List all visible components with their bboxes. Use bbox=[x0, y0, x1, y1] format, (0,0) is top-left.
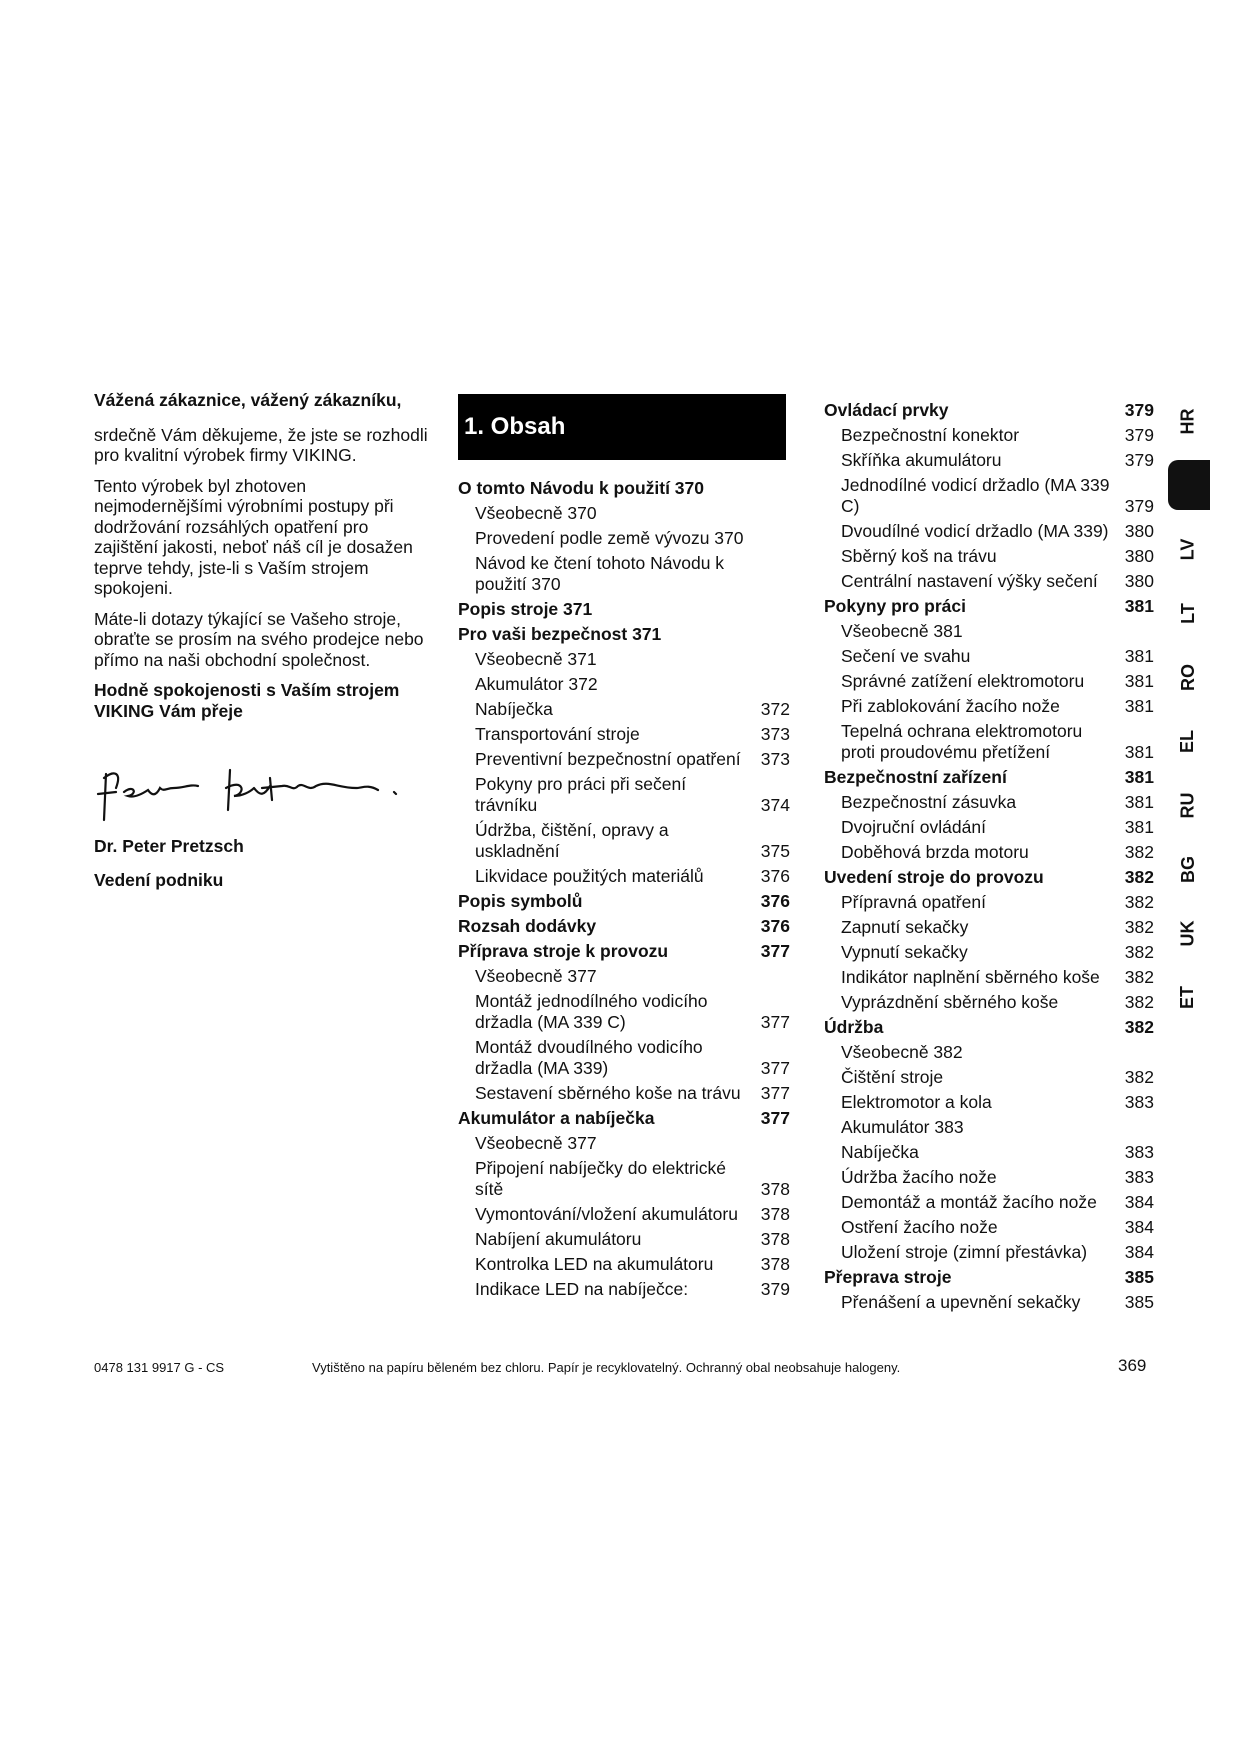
toc-entry-page: 372 bbox=[760, 699, 790, 719]
toc-section bbox=[458, 891, 790, 912]
toc-entry bbox=[458, 1037, 790, 1079]
language-tab-bg[interactable] bbox=[1166, 844, 1210, 894]
toc-section bbox=[458, 1108, 790, 1129]
toc-entry bbox=[824, 1167, 1154, 1188]
toc-entry-label: Návod ke čtení tohoto Návodu k použití 370 bbox=[475, 553, 725, 594]
toc-entry bbox=[824, 917, 1154, 938]
language-tab-et[interactable] bbox=[1166, 972, 1210, 1022]
toc-entry-page: 377 bbox=[760, 1058, 790, 1078]
toc-entry-page: 381 bbox=[1124, 696, 1154, 716]
toc-entry-page: 382 bbox=[1124, 892, 1154, 912]
toc-entry-page: 382 bbox=[1124, 1067, 1154, 1087]
toc-entry-page: 381 bbox=[1124, 646, 1154, 666]
toc-entry-page: 378 bbox=[760, 1254, 790, 1274]
toc-entry bbox=[824, 817, 1154, 838]
toc-entry-page: 385 bbox=[1124, 1267, 1154, 1287]
toc-entry-label: Sestavení sběrného koše na trávu bbox=[475, 1083, 741, 1103]
language-tab-label: RU bbox=[1177, 792, 1198, 818]
toc-entry-label: Pokyny pro práci bbox=[824, 596, 966, 616]
toc-entry bbox=[458, 1083, 790, 1104]
toc-entry bbox=[824, 1142, 1154, 1163]
toc-entry-label: Centrální nastavení výšky sečení bbox=[841, 571, 1098, 591]
toc-entry-page: 377 bbox=[760, 941, 790, 961]
toc-entry-label: Údržba bbox=[824, 1017, 884, 1037]
toc-entry-page: 383 bbox=[1124, 1092, 1154, 1112]
toc-entry-page: 374 bbox=[760, 795, 790, 815]
letter-closing: Hodně spokojenosti s Vaším strojem VIKING Vám přeje bbox=[94, 680, 400, 721]
toc-entry-label: Všeobecně 377 bbox=[475, 1133, 597, 1153]
toc-entry-label: Provedení podle země vývozu 370 bbox=[475, 528, 744, 548]
toc-entry bbox=[824, 475, 1154, 517]
toc-entry-label: Indikace LED na nabíječce: bbox=[475, 1279, 689, 1299]
toc-entry bbox=[824, 546, 1154, 567]
toc-entry-page: 383 bbox=[1124, 1142, 1154, 1162]
toc-entry-label: Všeobecně 371 bbox=[475, 649, 597, 669]
toc-entry-label: Všeobecně 377 bbox=[475, 966, 597, 986]
toc-entry-label: Vypnutí sekačky bbox=[841, 942, 968, 962]
toc-entry-label: Sečení ve svahu bbox=[841, 646, 971, 666]
toc-entry bbox=[824, 671, 1154, 692]
toc-entry-page: 375 bbox=[760, 841, 790, 861]
toc-entry bbox=[824, 992, 1154, 1013]
toc-entry-page: 381 bbox=[1124, 792, 1154, 812]
toc-entry-label: Transportování stroje bbox=[475, 724, 640, 744]
toc-entry-page: 380 bbox=[1124, 571, 1154, 591]
toc-entry-label: Uložení stroje (zimní přestávka) bbox=[841, 1242, 1088, 1262]
toc-entry-page: 373 bbox=[760, 724, 790, 744]
toc-entry-label: Preventivní bezpečnostní opatření bbox=[475, 749, 741, 769]
toc-entry-label: Správné zatížení elektromotoru bbox=[841, 671, 1085, 691]
toc-entry-page: 377 bbox=[760, 1083, 790, 1103]
toc-entry-label: Všeobecně 381 bbox=[841, 621, 963, 641]
toc-section bbox=[458, 624, 790, 645]
toc-entry bbox=[458, 774, 790, 816]
toc-column-1 bbox=[458, 474, 790, 1304]
footer-note: Vytištěno na papíru běleném bez chloru. Papír je recyklovatelný. Ochranný obal neobsahuje halogeny. bbox=[312, 1360, 901, 1375]
toc-entry bbox=[824, 425, 1154, 446]
language-tab-label: LT bbox=[1177, 602, 1198, 624]
toc-entry-page: 382 bbox=[1124, 967, 1154, 987]
toc-entry-page: 382 bbox=[1124, 992, 1154, 1012]
toc-section bbox=[458, 478, 790, 499]
toc-entry bbox=[824, 1067, 1154, 1088]
toc-entry-label: Skříňka akumulátoru bbox=[841, 450, 1002, 470]
toc-entry bbox=[458, 1133, 790, 1154]
toc-entry-page: 373 bbox=[760, 749, 790, 769]
toc-entry bbox=[824, 1042, 1154, 1063]
toc-entry-page: 383 bbox=[1124, 1167, 1154, 1187]
toc-section bbox=[458, 916, 790, 937]
toc-entry-label: Doběhová brzda motoru bbox=[841, 842, 1029, 862]
toc-entry-page: 381 bbox=[1124, 817, 1154, 837]
toc-entry bbox=[458, 553, 790, 595]
toc-entry bbox=[458, 820, 790, 862]
toc-entry-label: Elektromotor a kola bbox=[841, 1092, 992, 1112]
toc-entry-label: Likvidace použitých materiálů bbox=[475, 866, 704, 886]
document-number: 0478 131 9917 G - CS bbox=[94, 1360, 225, 1375]
language-tab-label: UK bbox=[1177, 920, 1198, 946]
toc-entry-label: Bezpečnostní zásuvka bbox=[841, 792, 1017, 812]
toc-entry bbox=[458, 699, 790, 720]
toc-entry bbox=[458, 749, 790, 770]
toc-entry bbox=[824, 1117, 1154, 1138]
language-tab-label: EL bbox=[1177, 729, 1198, 753]
toc-entry bbox=[824, 696, 1154, 717]
toc-entry-label: Uvedení stroje do provozu bbox=[824, 867, 1044, 887]
toc-entry-page: 380 bbox=[1124, 521, 1154, 541]
toc-entry-label: Popis symbolů bbox=[458, 891, 583, 911]
toc-entry-label: Pro vaši bezpečnost 371 bbox=[458, 624, 662, 644]
toc-entry bbox=[824, 1192, 1154, 1213]
toc-entry-label: Vymontování/vložení akumulátoru bbox=[475, 1204, 738, 1224]
toc-entry-page: 385 bbox=[1124, 1292, 1154, 1312]
toc-entry-page: 376 bbox=[760, 916, 790, 936]
toc-entry-label: Zapnutí sekačky bbox=[841, 917, 969, 937]
toc-entry bbox=[458, 1158, 790, 1200]
toc-section bbox=[824, 1017, 1154, 1038]
toc-entry-label: Rozsah dodávky bbox=[458, 916, 597, 936]
toc-entry bbox=[458, 674, 790, 695]
toc-entry-label: Akumulátor 383 bbox=[841, 1117, 964, 1137]
toc-entry-label: Přípravná opatření bbox=[841, 892, 986, 912]
toc-entry-label: Všeobecně 370 bbox=[475, 503, 597, 523]
toc-entry-page: 377 bbox=[760, 1108, 790, 1128]
toc-entry-label: Jednodílné vodicí držadlo (MA 339 C) bbox=[841, 475, 1110, 516]
language-tab-el[interactable] bbox=[1166, 716, 1210, 766]
language-tab-label: LV bbox=[1177, 538, 1198, 560]
toc-section bbox=[824, 596, 1154, 617]
toc-entry bbox=[824, 1242, 1154, 1263]
toc-entry-label: Akumulátor a nabíječka bbox=[458, 1108, 655, 1128]
language-tab-ro[interactable] bbox=[1166, 652, 1210, 702]
toc-entry-label: Příprava stroje k provozu bbox=[458, 941, 669, 961]
toc-entry-page: 381 bbox=[1124, 767, 1154, 787]
toc-entry-page: 378 bbox=[760, 1229, 790, 1249]
language-tab-cs[interactable] bbox=[1168, 460, 1210, 510]
toc-entry-page: 381 bbox=[1124, 671, 1154, 691]
toc-entry-label: Akumulátor 372 bbox=[475, 674, 598, 694]
toc-entry-page: 381 bbox=[1124, 742, 1154, 762]
toc-entry bbox=[458, 503, 790, 524]
toc-entry bbox=[824, 571, 1154, 592]
toc-entry-page: 376 bbox=[760, 891, 790, 911]
toc-column-2 bbox=[824, 396, 1154, 1317]
language-tab-label: ET bbox=[1177, 985, 1198, 1009]
toc-entry-page: 384 bbox=[1124, 1217, 1154, 1237]
toc-entry-label: Bezpečnostní konektor bbox=[841, 425, 1020, 445]
toc-entry-page: 377 bbox=[760, 1012, 790, 1032]
toc-section bbox=[458, 941, 790, 962]
toc-entry-page: 384 bbox=[1124, 1192, 1154, 1212]
language-tab-label: BG bbox=[1177, 855, 1198, 883]
toc-entry-label: Dvoudílné vodicí držadlo (MA 339) bbox=[841, 521, 1109, 541]
toc-entry bbox=[458, 1279, 790, 1300]
toc-entry bbox=[824, 842, 1154, 863]
toc-entry-label: O tomto Návodu k použití 370 bbox=[458, 478, 704, 498]
toc-entry-label: Nabíječka bbox=[475, 699, 553, 719]
handwritten-signature bbox=[94, 748, 434, 828]
toc-entry bbox=[824, 646, 1154, 667]
toc-entry bbox=[458, 866, 790, 887]
toc-entry-page: 382 bbox=[1124, 942, 1154, 962]
language-tab-lv[interactable] bbox=[1166, 524, 1210, 574]
toc-entry-page: 378 bbox=[760, 1179, 790, 1199]
toc-entry-label: Nabíječka bbox=[841, 1142, 919, 1162]
toc-entry-label: Přenášení a upevnění sekačky bbox=[841, 1292, 1081, 1312]
toc-entry-label: Všeobecně 382 bbox=[841, 1042, 963, 1062]
toc-entry-page: 379 bbox=[1124, 450, 1154, 470]
toc-entry-label: Dvojruční ovládání bbox=[841, 817, 986, 837]
toc-entry bbox=[458, 1204, 790, 1225]
toc-entry-label: Údržba žacího nože bbox=[841, 1167, 997, 1187]
letter bbox=[94, 390, 434, 721]
page-number: 369 bbox=[1118, 1356, 1147, 1375]
toc-entry bbox=[824, 1292, 1154, 1313]
language-tab-ru[interactable] bbox=[1166, 780, 1210, 830]
toc-entry-label: Montáž dvoudílného vodicího držadla (MA 339) bbox=[475, 1037, 703, 1078]
toc-entry-page: 382 bbox=[1124, 917, 1154, 937]
toc-entry-label: Montáž jednodílného vodicího držadla (MA 339 C) bbox=[475, 991, 708, 1032]
language-tab-label: RO bbox=[1177, 663, 1198, 691]
language-tab-lt[interactable] bbox=[1166, 588, 1210, 638]
toc-entry-label: Přeprava stroje bbox=[824, 1267, 952, 1287]
toc-entry-page: 382 bbox=[1124, 842, 1154, 862]
toc-entry-page: 379 bbox=[760, 1279, 790, 1299]
toc-entry-label: Údržba, čištění, opravy a uskladnění bbox=[475, 820, 669, 861]
toc-section bbox=[824, 767, 1154, 788]
letter-greeting: Vážená zákaznice, vážený zákazníku, bbox=[94, 390, 402, 410]
signatory-role: Vedení podniku bbox=[94, 870, 224, 890]
toc-entry bbox=[458, 991, 790, 1033]
toc-entry-page: 382 bbox=[1124, 1017, 1154, 1037]
language-tab-label: HR bbox=[1177, 408, 1198, 434]
letter-paragraph: srdečně Vám děkujeme, že jste se rozhodli pro kvalitní výrobek firmy VIKING. bbox=[94, 424, 428, 465]
language-tabs bbox=[1166, 396, 1210, 1016]
language-tab-uk[interactable] bbox=[1166, 908, 1210, 958]
toc-entry bbox=[824, 792, 1154, 813]
toc-entry-label: Připojení nabíječky do elektrické sítě bbox=[475, 1158, 726, 1199]
toc-section bbox=[824, 400, 1154, 421]
letter-paragraph: Máte-li dotazy týkající se Vašeho stroje, obraťte se prosím na svého prodejce nebo přímo na naši obchodní společnost. bbox=[94, 608, 424, 670]
toc-entry-label: Při zablokování žacího nože bbox=[841, 696, 1060, 716]
toc-entry-label: Pokyny pro práci při sečení trávníku bbox=[475, 774, 687, 815]
letter-paragraph: Tento výrobek byl zhotoven nejmodernějšími výrobními postupy při dodržování rozsáhlých opatření pro zajištění jakosti, neboť náš cíl je dosažen teprve tehdy, jste-li s Vaším strojem spokojeni. bbox=[94, 475, 413, 598]
toc-entry bbox=[458, 1254, 790, 1275]
toc-entry-page: 379 bbox=[1124, 496, 1154, 516]
toc-entry-label: Nabíjení akumulátoru bbox=[475, 1229, 642, 1249]
toc-entry-page: 380 bbox=[1124, 546, 1154, 566]
toc-entry bbox=[824, 942, 1154, 963]
toc-entry-label: Sběrný koš na trávu bbox=[841, 546, 997, 566]
toc-entry bbox=[458, 1229, 790, 1250]
toc-entry-label: Čištění stroje bbox=[841, 1067, 944, 1087]
toc-entry-label: Indikátor naplnění sběrného koše bbox=[841, 967, 1100, 987]
toc-entry-label: Ovládací prvky bbox=[824, 400, 949, 420]
toc-entry bbox=[458, 649, 790, 670]
toc-entry-label: Ostření žacího nože bbox=[841, 1217, 998, 1237]
toc-entry-page: 381 bbox=[1124, 596, 1154, 616]
toc-entry-label: Vyprázdnění sběrného koše bbox=[841, 992, 1059, 1012]
toc-entry-label: Popis stroje 371 bbox=[458, 599, 593, 619]
toc-title: 1. Obsah bbox=[458, 394, 786, 460]
toc-entry bbox=[458, 966, 790, 987]
toc-section bbox=[824, 1267, 1154, 1288]
toc-entry bbox=[824, 621, 1154, 642]
toc-entry-label: Bezpečnostní zařízení bbox=[824, 767, 1007, 787]
toc-entry-label: Kontrolka LED na akumulátoru bbox=[475, 1254, 714, 1274]
toc-entry bbox=[824, 1217, 1154, 1238]
toc-entry bbox=[824, 521, 1154, 542]
toc-entry-label: Demontáž a montáž žacího nože bbox=[841, 1192, 1097, 1212]
toc-entry-label: Tepelná ochrana elektromotoru proti proudovému přetížení bbox=[841, 721, 1083, 762]
toc-entry-page: 376 bbox=[760, 866, 790, 886]
signatory-name: Dr. Peter Pretzsch bbox=[94, 836, 244, 856]
toc-entry bbox=[458, 724, 790, 745]
toc-entry-page: 379 bbox=[1124, 400, 1154, 420]
toc-section bbox=[458, 599, 790, 620]
toc-entry bbox=[824, 892, 1154, 913]
toc-section bbox=[824, 867, 1154, 888]
language-tab-hr[interactable] bbox=[1166, 396, 1210, 446]
toc-entry-page: 379 bbox=[1124, 425, 1154, 445]
toc-entry bbox=[824, 450, 1154, 471]
toc-entry bbox=[824, 721, 1154, 763]
toc-entry bbox=[824, 967, 1154, 988]
toc-entry bbox=[824, 1092, 1154, 1113]
toc-entry-page: 384 bbox=[1124, 1242, 1154, 1262]
toc-entry-page: 378 bbox=[760, 1204, 790, 1224]
toc-entry bbox=[458, 528, 790, 549]
toc-entry-page: 382 bbox=[1124, 867, 1154, 887]
